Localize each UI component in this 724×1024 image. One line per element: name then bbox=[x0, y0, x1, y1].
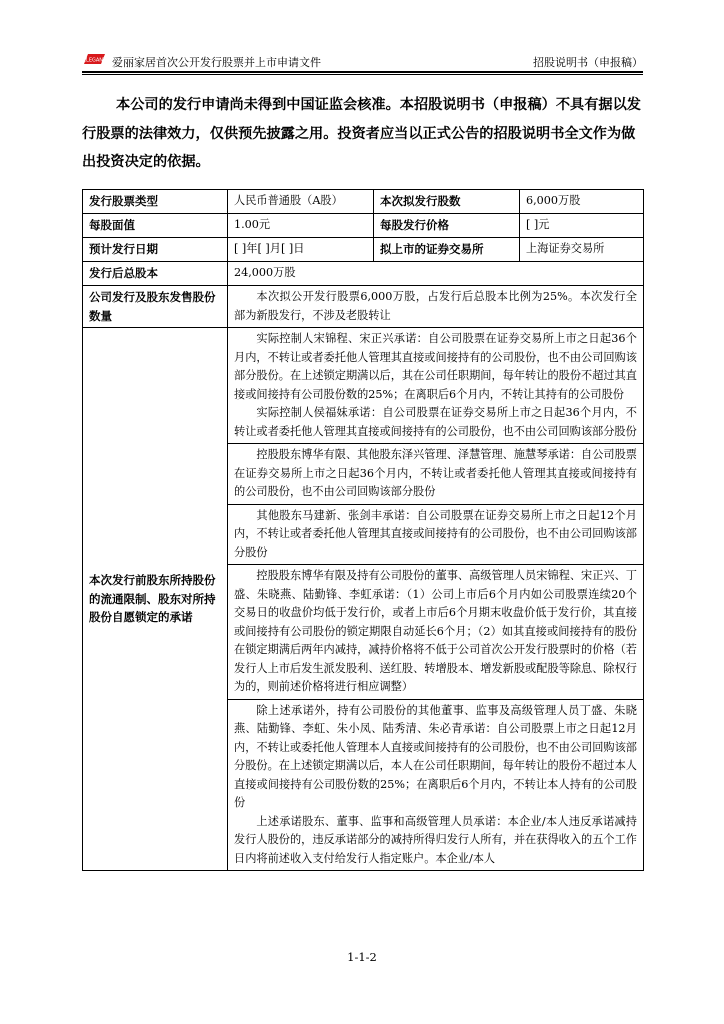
lockup-paragraph: 实际控制人侯福妹承诺：自公司股票在证券交易所上市之日起36个月内，不转让或者委托他人管理其直接或间接持有的公司股份，也不由公司回购该部分股份 bbox=[234, 406, 637, 438]
company-logo-icon bbox=[82, 52, 106, 66]
issue-date-value: [ ]年[ ]月[ ]日 bbox=[228, 238, 374, 262]
table-row bbox=[83, 214, 644, 238]
par-value-value: 1.00元 bbox=[228, 214, 374, 238]
page-header bbox=[82, 50, 643, 72]
lockup-cell-controllers bbox=[228, 328, 644, 444]
header-rule-thin bbox=[82, 74, 643, 75]
notice-paragraph bbox=[82, 91, 643, 177]
total-shares-label: 发行后总股本 bbox=[83, 262, 228, 286]
issue-price-value: [ ]元 bbox=[520, 214, 644, 238]
lockup-cell-other-shareholders bbox=[228, 504, 644, 565]
offering-value: 本次拟公开发行股票6,000万股，占发行后总股本比例为25%。本次发行全部为新股发行，不涉及老股转让 bbox=[234, 290, 637, 322]
stock-type-value: 人民币普通股（A股） bbox=[228, 190, 374, 214]
header-rule bbox=[82, 71, 643, 73]
offering-value-cell bbox=[228, 286, 644, 328]
lockup-cell-price-commitment bbox=[228, 565, 644, 700]
exchange-label: 拟上市的证券交易所 bbox=[374, 238, 520, 262]
table-row bbox=[83, 190, 644, 214]
header-document-type: 招股说明书（申报稿） bbox=[533, 56, 643, 69]
par-value-label: 每股面值 bbox=[83, 214, 228, 238]
table-row bbox=[83, 328, 644, 444]
lockup-paragraph: 其他股东马建新、张剑丰承诺：自公司股票在证券交易所上市之日起12个月内，不转让或者委托他人管理其直接或间接持有的公司股份，也不由公司回购该部分股份 bbox=[234, 508, 637, 559]
issue-shares-label: 本次拟发行股数 bbox=[374, 190, 520, 214]
lockup-paragraph: 实际控制人宋锦程、宋正兴承诺：自公司股票在证券交易所上市之日起36个月内，不转让或者委托他人管理其直接或间接持有的公司股份，也不由公司回购该部分股份。在上述锁定期满以后，其在公司任职期间，每年转让的股份不超过其直接或间接持有公司股份数的25%；在离职后6个月内，不转让其持有的公司股份 bbox=[234, 332, 637, 401]
table-row bbox=[83, 238, 644, 262]
header-document-title: 爱丽家居首次公开发行股票并上市申请文件 bbox=[112, 56, 321, 69]
notice-text: 本公司的发行申请尚未得到中国证监会核准。本招股说明书（申报稿）不具有据以发行股票的法律效力，仅供预先披露之用。投资者应当以正式公告的招股说明书全文作为做出投资决定的依据。 bbox=[82, 97, 641, 170]
lockup-cell-controlling-shareholder bbox=[228, 444, 644, 505]
issue-shares-value: 6,000万股 bbox=[520, 190, 644, 214]
table-row bbox=[83, 262, 644, 286]
total-shares-value: 24,000万股 bbox=[228, 262, 644, 286]
issue-date-label: 预计发行日期 bbox=[83, 238, 228, 262]
table-row bbox=[83, 286, 644, 328]
svg-text:ELEGANT: ELEGANT bbox=[82, 57, 106, 64]
offering-label: 公司发行及股东发售股份数量 bbox=[83, 286, 228, 328]
exchange-value: 上海证券交易所 bbox=[520, 238, 644, 262]
lockup-paragraph: 控股股东博华有限及持有公司股份的董事、高级管理人员宋锦程、宋正兴、丁盛、朱晓燕、陆勤锋、李虹承诺：（1）公司上市后6个月内如公司股票连续20个交易日的收盘价均低于发行价，或者上市后6个月期末收盘价低于发行价，其直接或间接持有公司股份的锁定期限自动延长6个月；（2）如其直接或间接持有的股份在锁定期满后两年内减持，减持价格将不低于公司首次公开发行股票时的价格（若发行人上市后发生派发股利、送红股、转增股本、增发新股或配股等除息、除权行为的，则前述价格将进行相应调整） bbox=[234, 569, 637, 693]
lockup-paragraph: 控股股东博华有限、其他股东泽兴管理、泽慧管理、施慧琴承诺：自公司股票在证券交易所上市之日起36个月内，不转让或者委托他人管理其直接或间接持有的公司股份，也不由公司回购该部分股份 bbox=[234, 448, 637, 498]
stock-type-label: 发行股票类型 bbox=[83, 190, 228, 214]
lockup-cell-directors bbox=[228, 699, 644, 871]
lockup-paragraph: 除上述承诺外，持有公司股份的其他董事、监事及高级管理人员丁盛、朱晓燕、陆勤锋、李虹、朱小凤、陆秀清、朱必青承诺：自公司股票上市之日起12月内，不转让或委托他人管理本人直接或间接持有的公司股份，也不由公司回购该部分股份。在上述锁定期满以后，本人在公司任职期间，每年转让的股份不超过本人直接或间接持有公司股份数的25%；在离职后6个月内，不转让本人持有的公司股份 bbox=[234, 703, 637, 809]
issue-price-label: 每股发行价格 bbox=[374, 214, 520, 238]
lockup-label: 本次发行前股东所持股份的流通限制、股东对所持股份自愿锁定的承诺 bbox=[83, 328, 228, 871]
page-number: 1-1-2 bbox=[347, 950, 377, 964]
offering-summary-table bbox=[82, 189, 644, 871]
lockup-paragraph: 上述承诺股东、董事、监事和高级管理人员承诺：本企业/本人违反承诺减持发行人股份的，违反承诺部分的减持所得归发行人所有，并在获得收入的五个工作日内将前述收入支付给发行人指定账户。本企业/本人 bbox=[234, 814, 637, 865]
